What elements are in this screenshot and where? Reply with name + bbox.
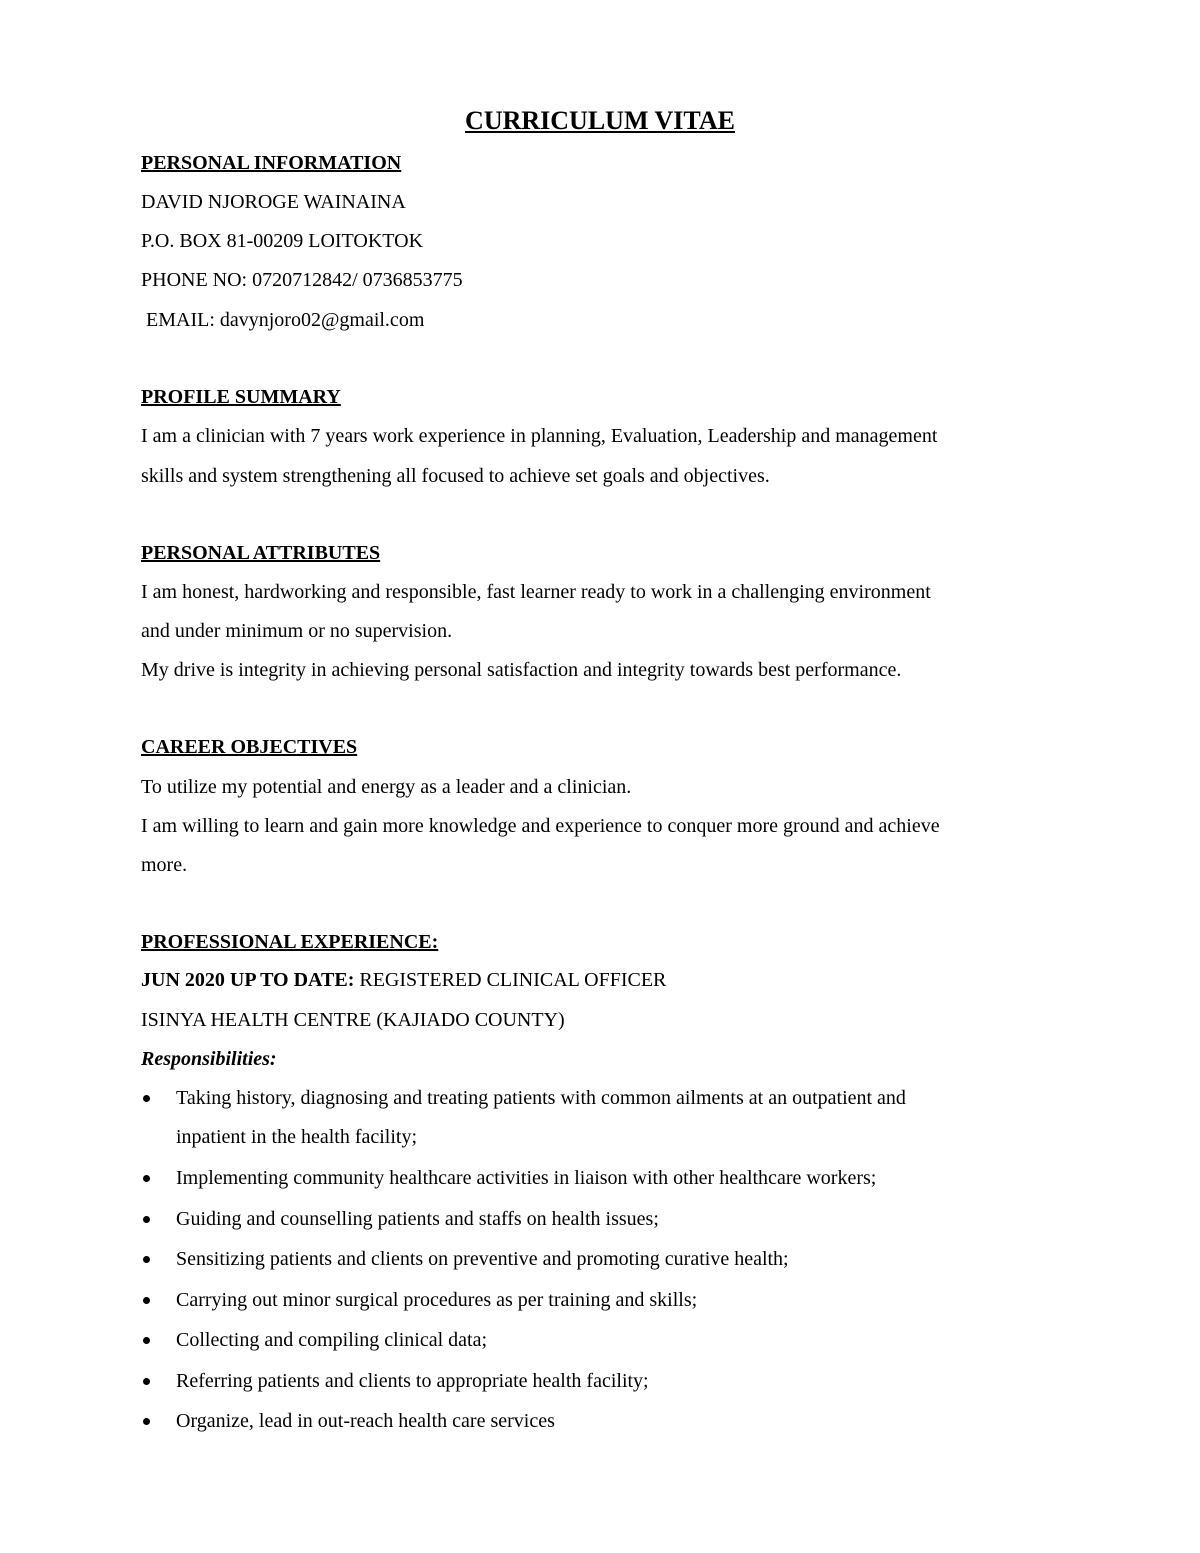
- career-objectives-line: To utilize my potential and energy as a leader and a clinician.: [141, 776, 632, 798]
- personal-attributes-line: My drive is integrity in achieving personal satisfaction and integrity towards best performance.: [141, 659, 902, 681]
- bullet-icon: [143, 1418, 150, 1425]
- responsibility-item: Organize, lead in out-reach health care services: [176, 1410, 555, 1432]
- postal-address: P.O. BOX 81-00209 LOITOKTOK: [141, 230, 424, 252]
- document-title: CURRICULUM VITAE: [465, 106, 735, 135]
- responsibility-item: Referring patients and clients to appropriate health facility;: [176, 1370, 649, 1392]
- responsibility-item: Collecting and compiling clinical data;: [176, 1329, 488, 1351]
- responsibility-item: Taking history, diagnosing and treating patients with common ailments at an outpatient and: [176, 1087, 906, 1109]
- responsibility-item: Implementing community healthcare activities in liaison with other healthcare workers;: [176, 1167, 877, 1189]
- bullet-icon: [143, 1175, 150, 1182]
- personal-attributes-line: and under minimum or no supervision.: [141, 620, 453, 642]
- responsibility-item: Carrying out minor surgical procedures as per training and skills;: [176, 1289, 698, 1311]
- job-title-line: [141, 968, 666, 992]
- employer-name: ISINYA HEALTH CENTRE (KAJIADO COUNTY): [141, 1009, 565, 1031]
- responsibilities-label: Responsibilities:: [141, 1048, 277, 1070]
- responsibility-item-continued: inpatient in the health facility;: [176, 1126, 418, 1148]
- career-objectives-heading: CAREER OBJECTIVES: [141, 736, 358, 758]
- bullet-icon: [143, 1095, 150, 1102]
- email-address: EMAIL: davynjoro02@gmail.com: [141, 309, 425, 331]
- personal-attributes-heading: PERSONAL ATTRIBUTES: [141, 542, 381, 564]
- responsibility-item: Sensitizing patients and clients on preventive and promoting curative health;: [176, 1248, 789, 1270]
- job-period: JUN 2020 UP TO DATE:: [141, 969, 355, 991]
- bullet-icon: [143, 1337, 150, 1344]
- bullet-icon: [143, 1378, 150, 1385]
- profile-summary-line: I am a clinician with 7 years work experience in planning, Evaluation, Leadership and management: [141, 425, 938, 447]
- responsibility-item: Guiding and counselling patients and staffs on health issues;: [176, 1208, 659, 1230]
- professional-experience-heading: PROFESSIONAL EXPERIENCE:: [141, 931, 439, 953]
- bullet-icon: [143, 1216, 150, 1223]
- career-objectives-line: more.: [141, 854, 188, 876]
- personal-attributes-line: I am honest, hardworking and responsible, fast learner ready to work in a challenging environment: [141, 581, 931, 603]
- career-objectives-line: I am willing to learn and gain more knowledge and experience to conquer more ground and achieve: [141, 815, 940, 837]
- full-name: DAVID NJOROGE WAINAINA: [141, 191, 406, 213]
- bullet-icon: [143, 1256, 150, 1263]
- bullet-icon: [143, 1297, 150, 1304]
- phone-number: PHONE NO: 0720712842/ 0736853775: [141, 269, 463, 291]
- job-role: REGISTERED CLINICAL OFFICER: [354, 969, 667, 991]
- personal-information-heading: PERSONAL INFORMATION: [141, 152, 402, 174]
- profile-summary-line: skills and system strengthening all focused to achieve set goals and objectives.: [141, 465, 770, 487]
- profile-summary-heading: PROFILE SUMMARY: [141, 386, 341, 408]
